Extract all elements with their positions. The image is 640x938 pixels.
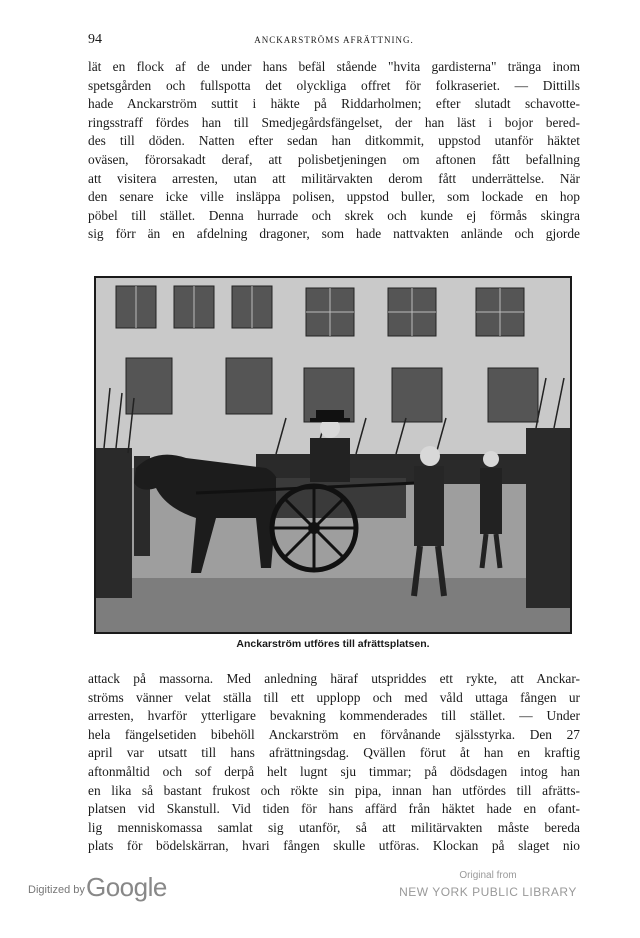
engraving-scene bbox=[96, 278, 570, 632]
text-line: ringsstraff fördes han till Smedjegårdsfängelset, der han läst i bojor bered- bbox=[88, 114, 580, 130]
paragraph-bottom bbox=[88, 670, 580, 856]
text-line: des till döden. Natten efter sedan han ditkommit, uppstod utanför häktet bbox=[88, 133, 580, 149]
text-line: sig förr än en afdelning dragoner, som hade nattvakten anlände och gjorde bbox=[88, 226, 580, 242]
text-line: lig menniskomassa samlat sig utanför, så att militärvakten måste bereda bbox=[88, 819, 580, 835]
text-line: pöbel till stället. Denna hurrade och skrek och kunde ej förmås skingra bbox=[88, 207, 580, 223]
running-title: ANCKARSTRÖMS AFRÄTTNING. bbox=[254, 35, 414, 45]
text-line: attack på massorna. Med anledning häraf utspriddes ett rykte, att Anckar- bbox=[88, 671, 580, 686]
text-line: oväsen, förorsakadt deraf, att polisbetjeningen om aftonen fått befallning bbox=[88, 151, 580, 167]
text-line: spetsgården och fullspotta det olyckliga offret för folkraseriet. — Dittills bbox=[88, 77, 580, 93]
text-line: platsen vid Skanstull. Vid tiden för hans affärd från häktet hade en ofant- bbox=[88, 801, 580, 817]
paragraph-top bbox=[88, 58, 580, 244]
figure-caption: Anckarström utföres till afrättsplatsen. bbox=[236, 638, 430, 650]
google-logo: Google bbox=[86, 872, 167, 902]
text-line: aftonmåltid och sof derpå helt lugnt sju timmar; på dödsdagen intog han bbox=[88, 763, 580, 779]
page-header bbox=[88, 32, 580, 50]
digitized-label: Digitized by bbox=[28, 884, 85, 896]
library-name: NEW YORK PUBLIC LIBRARY bbox=[399, 885, 577, 899]
text-line: plats för bödelskärran, hvari fången skulle utföras. Klockan på slaget nio bbox=[88, 838, 580, 854]
digitized-by-watermark bbox=[28, 872, 188, 902]
engraving-illustration bbox=[94, 276, 572, 634]
text-line: april var utsatt till hans afrättningsdag. Qvällen förut åt han en kraftig bbox=[88, 745, 580, 761]
original-from-label: Original from bbox=[459, 870, 517, 881]
text-line: hade Anckarström suttit i häkte på Riddarholmen; efter slutadt schavotte- bbox=[88, 96, 580, 112]
text-line: hela fängelsetiden bibehöll Anckarström en förvånande själsstyrka. Den 27 bbox=[88, 726, 580, 742]
page-number: 94 bbox=[88, 32, 102, 47]
text-line: att visitera arresten, utan att militärvakten derom fått underrättelse. När bbox=[88, 170, 580, 186]
text-line: arresten, hvarför ytterligare bevakning kommenderades till stället. — Under bbox=[88, 708, 580, 724]
text-line: en lika så bastant frukost och rökte sin pipa, innan han utfördes till afrätts- bbox=[88, 782, 580, 798]
text-line: den senare icke ville insläppa polisen, uppstod buller, som lockade en hop bbox=[88, 189, 580, 205]
text-line: lät en flock af de under hans befäl stående "hvita gardisterna" tränga inom bbox=[88, 59, 580, 74]
library-watermark bbox=[398, 870, 578, 899]
text-line: ströms vänner velat ställa till ett upplopp och med våld uttaga fången ur bbox=[88, 689, 580, 705]
